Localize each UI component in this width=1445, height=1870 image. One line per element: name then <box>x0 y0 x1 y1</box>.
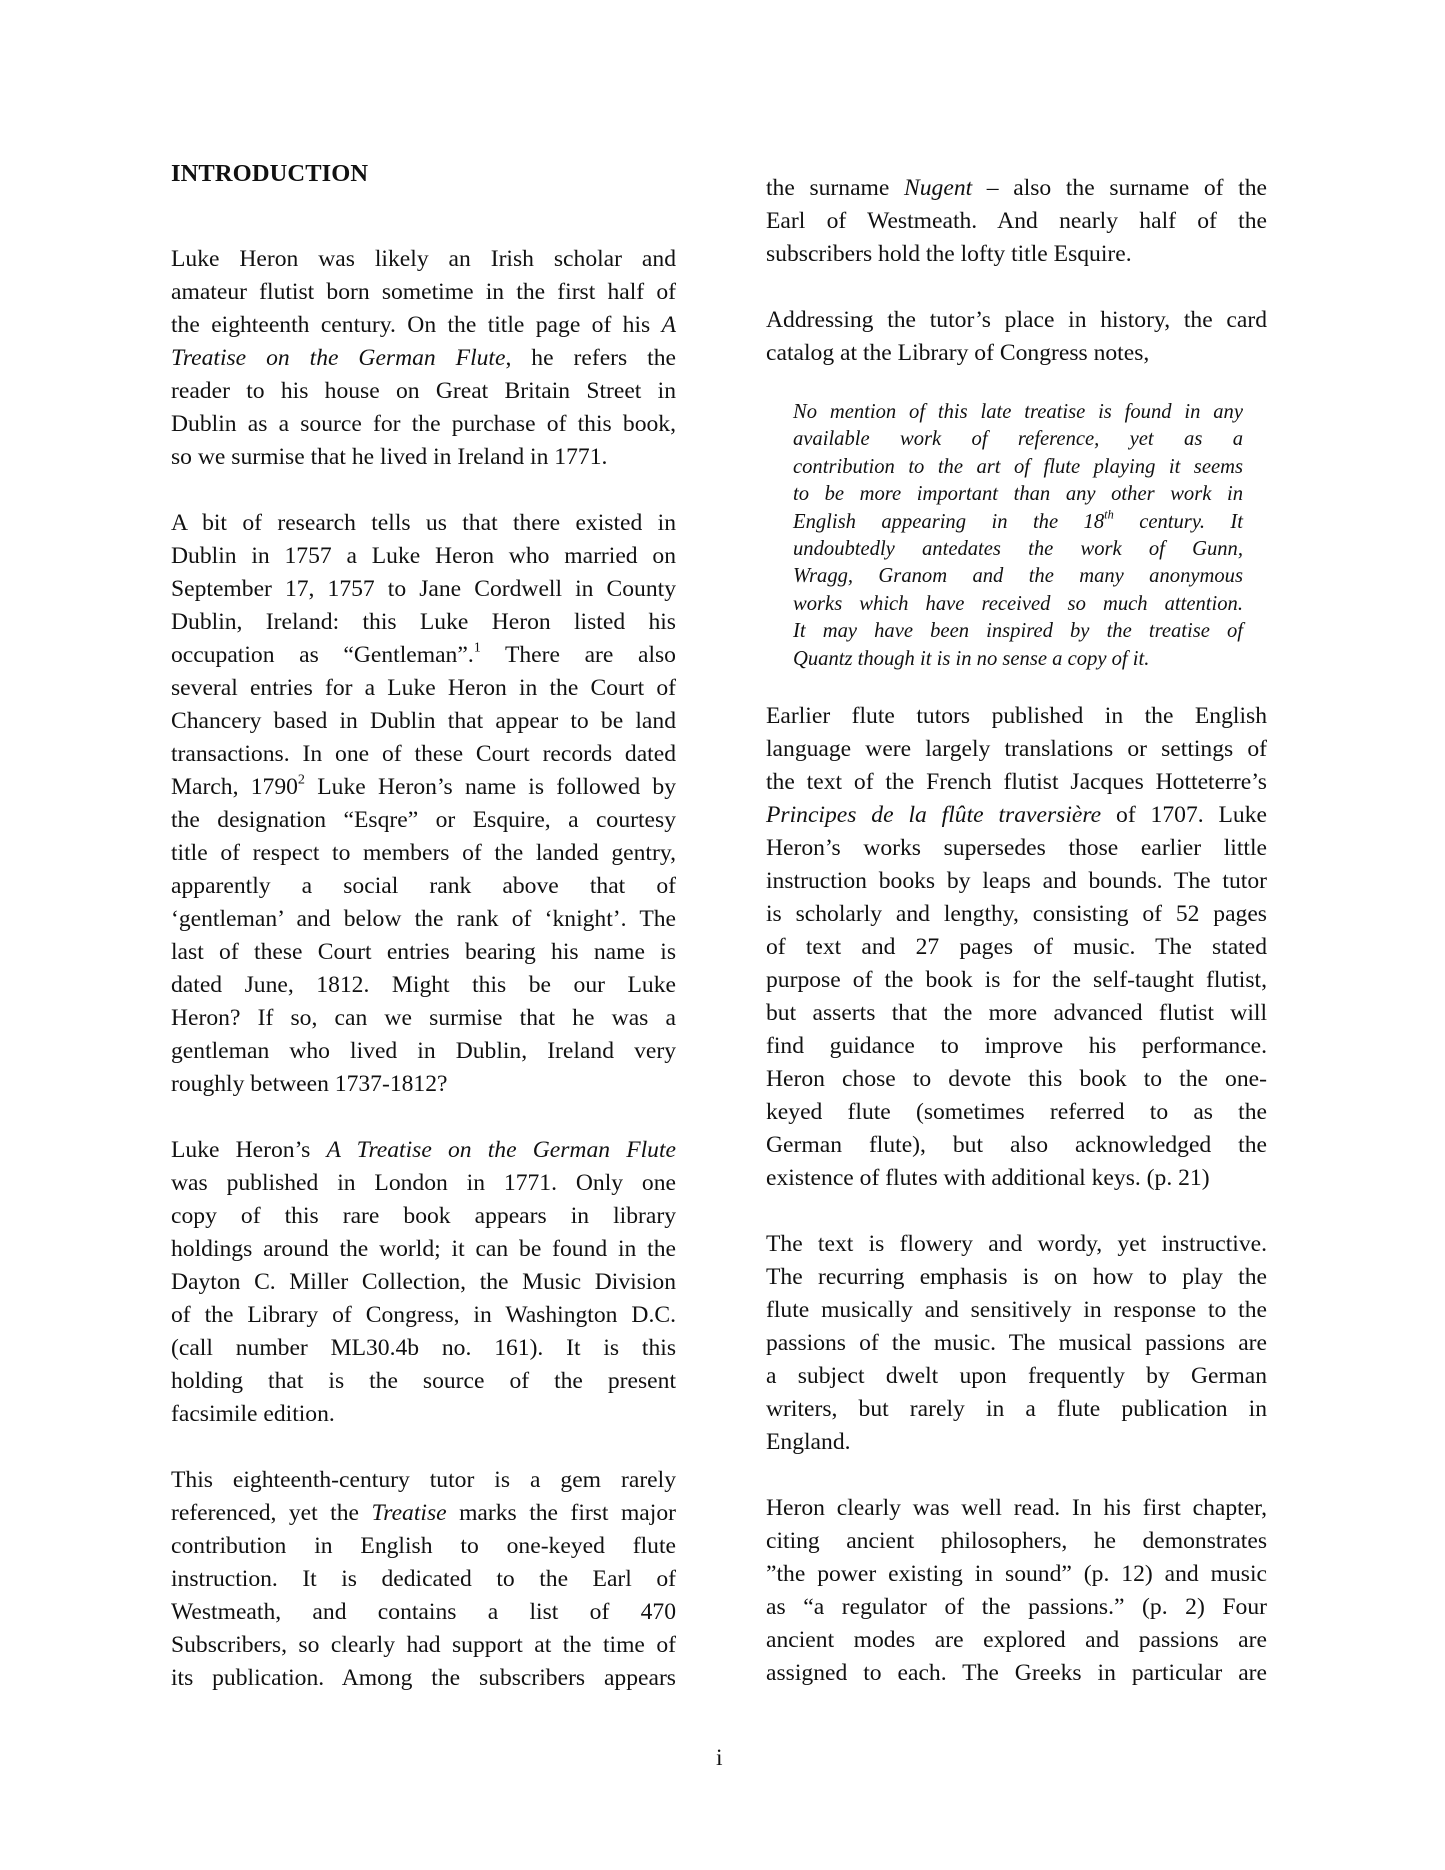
text-run: holdings around the world; it can be found in the <box>171 1236 676 1262</box>
text-line <box>766 1657 1267 1690</box>
quote-line <box>793 481 1243 508</box>
text-line <box>171 441 676 474</box>
right-column <box>766 172 1267 1723</box>
text-line <box>171 1596 676 1629</box>
text-run: Subscribers, so clearly had support at the time of <box>171 1632 676 1658</box>
text-line <box>171 408 676 441</box>
text-line <box>766 1063 1267 1096</box>
text-line <box>171 1035 676 1068</box>
quote-line <box>793 426 1243 453</box>
text-run: last of these Court entries bearing his name is <box>171 939 676 965</box>
left-column <box>171 243 676 1728</box>
text-run: No mention of this late treatise is found in any <box>793 401 1243 423</box>
text-line <box>766 1030 1267 1063</box>
text-run: title of respect to members of the landed gentry, <box>171 840 676 866</box>
text-line <box>766 1525 1267 1558</box>
text-line <box>766 1294 1267 1327</box>
text-run: gentleman who lived in Dublin, Ireland very <box>171 1038 676 1064</box>
text-line <box>766 766 1267 799</box>
text-line <box>766 337 1267 370</box>
text-run: its publication. Among the subscribers appears <box>171 1665 676 1691</box>
text-run: but asserts that the more advanced flutist will <box>766 999 1267 1026</box>
text-run: flute musically and sensitively in response to the <box>766 1296 1267 1323</box>
text-line <box>766 997 1267 1030</box>
paragraph-intro <box>171 243 676 474</box>
text-run: England. <box>766 1428 851 1455</box>
quote-line <box>793 591 1243 618</box>
paragraph-earlier-tutors <box>766 700 1267 1195</box>
blockquote-library-of-congress <box>793 399 1243 673</box>
text-line <box>766 1624 1267 1657</box>
text-line <box>766 205 1267 238</box>
text-line <box>171 969 676 1002</box>
text-run: Dublin, Ireland: this Luke Heron listed his <box>171 609 676 635</box>
text-run: roughly between 1737-1812? <box>171 1071 448 1097</box>
section-heading: INTRODUCTION <box>171 160 369 187</box>
text-run: copy of this rare book appears in library <box>171 1203 676 1229</box>
text-run: There are also <box>480 642 676 668</box>
text-run: citing ancient philosophers, he demonstrates <box>766 1527 1267 1554</box>
text-line <box>171 1497 676 1530</box>
text-line <box>171 1464 676 1497</box>
text-run: holding that is the source of the present <box>171 1368 676 1394</box>
text-run: is scholarly and lengthy, consisting of 52 pages <box>766 900 1267 927</box>
text-run: The recurring emphasis is on how to play the <box>766 1263 1267 1290</box>
text-run: facsimile edition. <box>171 1401 335 1427</box>
text-run: A bit of research tells us that there existed in <box>171 510 676 536</box>
paragraph-dedication <box>171 1464 676 1695</box>
text-run: Dayton C. Miller Collection, the Music Division <box>171 1269 676 1295</box>
text-line <box>171 936 676 969</box>
text-line <box>171 375 676 408</box>
text-line <box>171 1629 676 1662</box>
text-line <box>766 1492 1267 1525</box>
text-run: Addressing the tutor’s place in history, the card <box>766 307 1267 333</box>
text-line <box>766 1096 1267 1129</box>
text-line <box>171 573 676 606</box>
text-run: so we surmise that he lived in Ireland in 1771. <box>171 444 608 470</box>
text-line <box>766 865 1267 898</box>
text-line <box>766 931 1267 964</box>
text-run: the eighteenth century. On the title page of his <box>171 312 662 338</box>
text-line <box>171 870 676 903</box>
text-run: , he refers the <box>505 345 676 371</box>
footnote-marker: 2 <box>297 771 305 788</box>
text-line <box>171 1299 676 1332</box>
text-run: Chancery based in Dublin that appear to be land <box>171 708 676 734</box>
text-run: passions of the music. The musical passions are <box>766 1329 1267 1356</box>
text-run: Westmeath, and contains a list of 470 <box>171 1599 676 1625</box>
text-run: Quantz though it is in no sense a copy of it. <box>793 647 1150 670</box>
text-line <box>766 1426 1267 1459</box>
italic-text: Treatise <box>371 1500 447 1526</box>
text-line <box>171 1563 676 1596</box>
quote-line <box>793 536 1243 563</box>
text-run: marks the first major <box>446 1500 676 1526</box>
text-line <box>171 1167 676 1200</box>
text-run: of 1707. Luke <box>1101 801 1267 828</box>
text-run: of text and 27 pages of music. The stated <box>766 933 1267 960</box>
text-run: This eighteenth-century tutor is a gem rarely <box>171 1467 676 1493</box>
text-run: Luke Heron was likely an Irish scholar and <box>171 246 676 272</box>
text-run: March, 1790 <box>171 774 298 800</box>
text-run: subscribers hold the lofty title Esquire. <box>766 241 1132 267</box>
paragraph-research <box>171 507 676 1101</box>
quote-line <box>793 509 1243 536</box>
text-run: undoubtedly antedates the work of Gunn, <box>793 537 1243 560</box>
text-run: keyed flute (sometimes referred to as the <box>766 1098 1267 1125</box>
text-line <box>766 1360 1267 1393</box>
text-line <box>171 738 676 771</box>
text-run: catalog at the Library of Congress notes, <box>766 340 1150 366</box>
text-line <box>171 540 676 573</box>
text-run: amateur flutist born sometime in the first half of <box>171 279 676 305</box>
italic-text: A <box>661 312 676 338</box>
page-number: i <box>716 1745 723 1771</box>
text-line <box>766 832 1267 865</box>
text-line <box>171 1068 676 1101</box>
text-line <box>171 705 676 738</box>
text-line <box>171 1332 676 1365</box>
text-run: the designation “Esqre” or Esquire, a courtesy <box>171 807 676 833</box>
text-line <box>766 304 1267 337</box>
text-run: reader to his house on Great Britain Street in <box>171 378 676 404</box>
text-line <box>766 1162 1267 1195</box>
text-run: – also the surname of the <box>972 175 1267 201</box>
text-run: find guidance to improve his performance. <box>766 1032 1267 1059</box>
text-line <box>171 1398 676 1431</box>
text-run: as “a regulator of the passions.” (p. 2) Four <box>766 1593 1267 1620</box>
text-line <box>766 1129 1267 1162</box>
text-run: to be more important than any other work in <box>793 483 1243 506</box>
text-line <box>766 172 1267 205</box>
text-run: (call number ML30.4b no. 161). It is this <box>171 1335 676 1361</box>
quote-line <box>793 646 1243 673</box>
footnote-marker: 1 <box>473 639 481 656</box>
text-run: purpose of the book is for the self-taught flutist, <box>766 966 1267 993</box>
text-run: occupation as “Gentleman”. <box>171 642 474 668</box>
text-line <box>171 639 676 672</box>
text-run: Heron chose to devote this book to the one- <box>766 1065 1267 1092</box>
text-line <box>171 507 676 540</box>
text-line <box>766 238 1267 271</box>
quote-line <box>793 454 1243 481</box>
paragraph-well-read <box>766 1492 1267 1690</box>
text-line <box>171 1233 676 1266</box>
text-line <box>171 1662 676 1695</box>
italic-text: A Treatise on the German Flute <box>326 1137 676 1163</box>
text-run: the surname <box>766 175 905 201</box>
text-line <box>171 672 676 705</box>
text-line <box>171 903 676 936</box>
text-run: works which have received so much attention. <box>793 592 1243 615</box>
text-run: The text is flowery and wordy, yet instructive. <box>766 1230 1267 1257</box>
text-run: ‘gentleman’ and below the rank of ‘knight’. The <box>171 906 676 932</box>
text-run: ”the power existing in sound” (p. 12) and music <box>766 1560 1267 1587</box>
text-line <box>171 1266 676 1299</box>
text-line <box>766 733 1267 766</box>
text-run: Heron? If so, can we surmise that he was a <box>171 1005 676 1031</box>
text-run: writers, but rarely in a flute publication in <box>766 1395 1267 1422</box>
text-run: was published in London in 1771. Only one <box>171 1170 676 1196</box>
text-line <box>171 606 676 639</box>
paragraph-card-catalog <box>766 304 1267 370</box>
text-line <box>171 1530 676 1563</box>
text-line <box>766 964 1267 997</box>
text-line <box>171 1200 676 1233</box>
text-line <box>766 1591 1267 1624</box>
quote-line <box>793 618 1243 645</box>
text-run: contribution to the art of flute playing it seems <box>793 455 1243 478</box>
text-run: a subject dwelt upon frequently by German <box>766 1362 1267 1389</box>
text-line <box>766 1327 1267 1360</box>
text-line <box>171 1134 676 1167</box>
text-line <box>171 1002 676 1035</box>
paragraph-subscribers <box>766 172 1267 271</box>
quote-line <box>793 563 1243 590</box>
footnote-marker: th <box>1104 507 1114 522</box>
italic-text: Nugent <box>904 175 973 201</box>
text-line <box>171 837 676 870</box>
text-run: Earlier flute tutors published in the English <box>766 702 1267 729</box>
text-line <box>766 898 1267 931</box>
text-run: Dublin as a source for the purchase of this book, <box>171 411 676 437</box>
text-line <box>766 799 1267 832</box>
text-run: Luke Heron’s name is followed by <box>305 774 677 800</box>
text-run: Heron clearly was well read. In his first chapter, <box>766 1494 1267 1521</box>
text-run: transactions. In one of these Court records dated <box>171 741 676 767</box>
text-run: contribution in English to one-keyed flute <box>171 1533 676 1559</box>
text-run: Dublin in 1757 a Luke Heron who married on <box>171 543 676 569</box>
text-line <box>171 771 676 804</box>
text-line <box>766 1558 1267 1591</box>
text-run: existence of flutes with additional keys. (p. 21) <box>766 1164 1210 1191</box>
text-run: apparently a social rank above that of <box>171 873 676 899</box>
text-line <box>766 700 1267 733</box>
text-run: language were largely translations or settings of <box>766 735 1267 762</box>
text-run: ancient modes are explored and passions are <box>766 1626 1267 1653</box>
text-line <box>766 1228 1267 1261</box>
text-run: Heron’s works supersedes those earlier little <box>766 834 1267 861</box>
text-run: instruction books by leaps and bounds. The tutor <box>766 867 1267 894</box>
text-run: September 17, 1757 to Jane Cordwell in County <box>171 576 676 602</box>
text-run: German flute), but also acknowledged the <box>766 1131 1267 1158</box>
text-line <box>171 309 676 342</box>
text-line <box>766 1261 1267 1294</box>
quote-line <box>793 399 1243 426</box>
paragraph-publication <box>171 1134 676 1431</box>
text-line <box>171 342 676 375</box>
text-run: English appearing in the 18 <box>793 510 1105 533</box>
text-run: Earl of Westmeath. And nearly half of the <box>766 208 1267 234</box>
text-run: referenced, yet the <box>171 1500 372 1526</box>
text-line <box>766 1393 1267 1426</box>
text-run: It may have been inspired by the treatise of <box>793 620 1243 643</box>
text-run: assigned to each. The Greeks in particular are <box>766 1659 1267 1686</box>
italic-text: Principes de la flûte traversière <box>766 801 1102 828</box>
text-line <box>171 804 676 837</box>
text-run: instruction. It is dedicated to the Earl of <box>171 1566 676 1592</box>
text-run: the text of the French flutist Jacques Hotteterre’s <box>766 768 1267 795</box>
text-run: Luke Heron’s <box>171 1137 327 1163</box>
paragraph-passions <box>766 1228 1267 1459</box>
text-line <box>171 1365 676 1398</box>
text-line <box>171 276 676 309</box>
italic-text: Treatise on the German Flute <box>171 345 506 371</box>
text-line <box>171 243 676 276</box>
text-run: of the Library of Congress, in Washington D.C. <box>171 1302 676 1328</box>
text-run: Wragg, Granom and the many anonymous <box>793 565 1243 588</box>
text-run: dated June, 1812. Might this be our Luke <box>171 972 676 998</box>
text-run: century. It <box>1113 510 1243 533</box>
text-run: several entries for a Luke Heron in the Court of <box>171 675 676 701</box>
text-run: available work of reference, yet as a <box>793 428 1243 451</box>
